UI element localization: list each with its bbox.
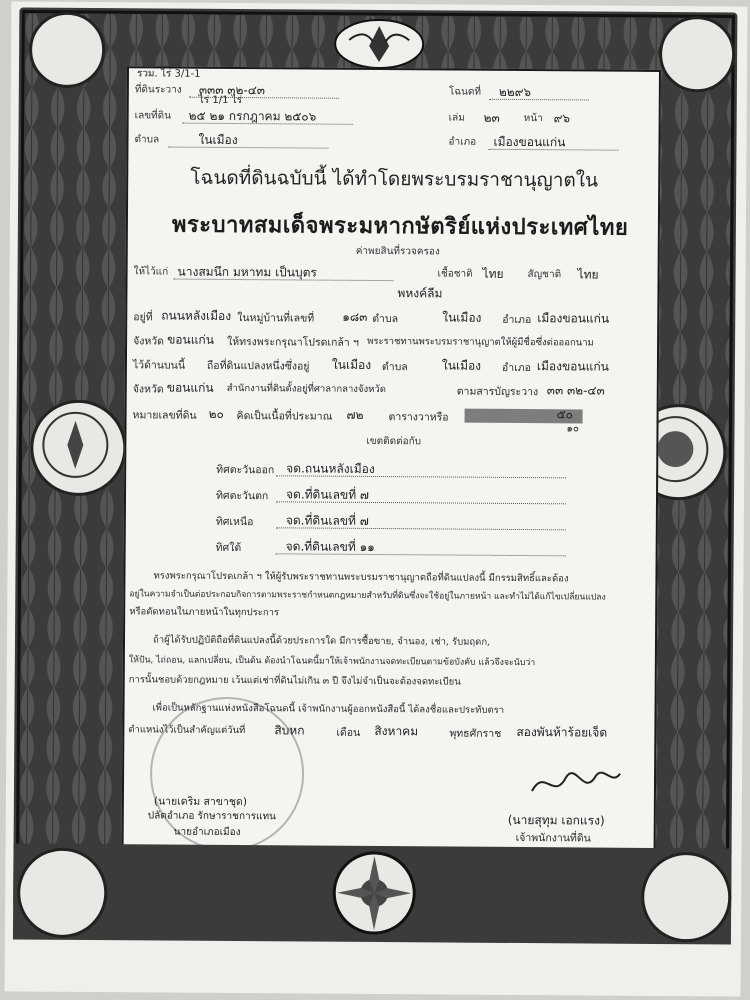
address-road: ถนนหลังเมือง: [161, 308, 232, 323]
royal-grant-text-2: พระราชทานพระบรมราชานุญาตให้ผู้มีชื่อซึ่งต่อออกนาม: [367, 335, 594, 349]
issue-year: สองพันห้าร้อยเจ็ด: [516, 724, 608, 740]
ornamental-border: [13, 7, 737, 912]
land-map-sub: ไร่ 1/1 ไร่: [198, 94, 243, 107]
land-district-label: อำเภอ: [501, 361, 531, 375]
address-label: อยู่ที่: [133, 311, 153, 324]
nationality-label: สัญชาติ: [527, 269, 562, 281]
map-index-value: ๓๓ ๓๒-๔๓: [546, 383, 605, 398]
clause-1-line-3: หรือตัดทอนในภายหน้าในทุกประการ: [129, 606, 280, 619]
deity-seal-icon: [33, 403, 118, 488]
royal-grant-text: ให้ทรงพระกรุณาโปรดเกล้า ฯ: [227, 335, 359, 349]
deed-royal-heading: พระบาทสมเด็จพระมหากษัตริย์แห่งประเทศไทย: [171, 211, 629, 241]
deed-number-label: โฉนดที่: [448, 86, 481, 98]
land-province: ขอนแก่น: [166, 380, 214, 395]
boundary-header: เขตติดต่อกับ: [366, 435, 422, 448]
area-fraction: ๑๐: [566, 423, 579, 435]
boundary-west-value: จด.ที่ดินเลขที่ ๗: [285, 487, 370, 502]
deed-heading: โฉนดที่ดินฉบับนี้ ได้ทำโดยพระบรมราชานุญาตใน: [190, 166, 599, 192]
boundary-south-label: ทิศใต้: [215, 541, 242, 555]
clause-2-line-1: ถ้าผู้ได้รับปฏิบัติถือที่ดินแปลงนี้ด้วยประการใด มีการซื้อขาย, จำนอง, เช่า, รับมฤดก,: [152, 634, 491, 648]
bottom-ornament-band: [13, 843, 732, 944]
clause-1-line-1: ทรงพระกรุณาโปรดเกล้า ฯ ให้ผู้รับพระราชทานพระบรมราชานุญาตถือที่ดินแปลงนี้ มีกรรมสิทธิ์และต้อง: [153, 570, 569, 585]
parcel-number-label: หมายเลขที่ดิน: [132, 409, 197, 422]
price-label: ค่าพยสินที่รวจครอง: [355, 245, 440, 258]
page-label: หน้า: [523, 113, 543, 125]
land-subdistrict-label: ตำบล: [381, 361, 408, 374]
garuda-emblem-icon: [329, 16, 429, 73]
issue-date-label: ตำแหน่งไว้เป็นสำคัญแต่วันที่: [128, 724, 246, 737]
nationality-value: ไทย: [577, 267, 599, 282]
corner-medallion-top-right: [659, 16, 736, 93]
district-value: เมืองขอนแก่น: [493, 134, 566, 150]
boundary-west-label: ทิศตะวันตก: [215, 489, 269, 503]
title-deed-document: [5, 1, 748, 996]
land-number-value: ๒๕ ๒๑ กรกฎาคม ๒๕๐๖: [188, 108, 317, 124]
officer-name: (นายสุทุม เอกแรง): [507, 812, 605, 828]
subdistrict-value: ในเมือง: [198, 132, 238, 148]
subdistrict-label: ตำบล: [134, 134, 160, 146]
stamp-title: ปลัดอำเภอ รักษาราชการแทน: [147, 810, 276, 823]
bottom-seal-right: [641, 852, 732, 943]
boundary-east-label: ทิศตะวันออก: [216, 463, 275, 477]
map-index-label: ตามสารบัญระวาง: [456, 385, 539, 399]
land-subdistrict: ในเมือง: [441, 358, 482, 373]
land-office-text: สำนักงานที่ดินตั้งอยู่ที่ศาลากลางจังหวัด: [226, 382, 386, 396]
boundary-east-value: จด.ถนนหลังเมือง: [286, 461, 375, 476]
issue-month: สิงหาคม: [374, 723, 419, 739]
address-district-label: อำเภอ: [502, 313, 532, 327]
address-house-label: ในหมู่บ้านที่เลขที่: [237, 312, 315, 325]
land-number-label: เลขที่ดิน: [134, 110, 172, 122]
address-house-number: ๑๘๓: [342, 309, 368, 324]
clause-2-line-3: การนั้นชอบด้วยกฎหมาย เว้นแต่เช่าที่ดินไม่เกิน ๓ ปี จึงไม่จำเป็นจะต้องจดทะเบียน: [128, 674, 461, 688]
land-location-text: ไว้ด้านบนนี้: [132, 359, 186, 372]
race-label: เชื้อชาติ: [437, 268, 473, 280]
area-label: คิดเป็นเนื้อที่ประมาณ: [236, 410, 333, 423]
area-value-2: ๕๐: [556, 407, 574, 422]
parcel-number: ๒๐: [208, 406, 224, 421]
issue-month-label: เดือน: [336, 726, 361, 739]
area-unit: ตารางวาหรือ: [388, 411, 449, 424]
address-district: เมืองขอนแก่น: [537, 311, 610, 326]
officer-title: เจ้าพนักงานที่ดิน: [515, 831, 591, 845]
boundary-south-value: จด.ที่ดินเลขที่ ๑๑: [285, 539, 375, 554]
area-value: ๗๒: [346, 407, 364, 422]
owner-mark: พหงค์ลีม: [397, 286, 443, 301]
race-value: ไทย: [482, 266, 504, 281]
province-value: ขอนแก่น: [167, 332, 214, 347]
grant-label: ให้ไว้แก่: [133, 266, 169, 278]
clause-2-line-2: ให้ปัน, ไถ่ถอน, แลกเปลี่ยน, เป็นต้น ต้องนำโฉนดนี้มาให้เจ้าพนักงานจดทะเบียนตามข้อบังคับ แล้วจึงจะนับว่า: [128, 655, 536, 669]
clause-3-line-1: เพื่อเป็นหลักฐานแห่งหนังสือโฉนดนี้ เจ้าพนักงานผู้ออกหนังสือนี้ ได้ลงชื่อและประทับตรา: [152, 702, 505, 716]
volume-value: ๒๓: [483, 110, 500, 125]
grantee-name: นางสมนึก มหาทม เป็นบุตร: [177, 264, 317, 280]
district-label: อำเภอ: [448, 136, 477, 148]
official-signature-icon: [524, 761, 624, 806]
issue-year-label: พุทธศักราช: [449, 727, 502, 740]
bottom-seal-left: [17, 848, 108, 939]
land-location-text-2: ถือที่ดินแปลงหนึ่งซึ่งอยู่: [206, 359, 310, 373]
land-district: เมืองขอนแก่น: [536, 359, 609, 374]
corner-medallion-top-left: [29, 12, 106, 89]
top-note: รวม. ไร่ 3/1-1: [136, 68, 201, 80]
province-label: จังหวัด: [133, 335, 165, 348]
deed-text-panel: [122, 66, 661, 856]
address-subdistrict: ในเมือง: [442, 310, 482, 325]
page-value: ๙๖: [553, 111, 571, 126]
land-map-label: ที่ดินระวาง: [134, 84, 182, 96]
boundary-north-value: จด.ที่ดินเลขที่ ๗: [285, 513, 369, 528]
deed-number-value: ๒๒๙๖: [498, 84, 532, 100]
land-map-value: ๓๓๓ ๓๒-๔๓: [198, 82, 266, 98]
stamp-name: (นายเดริม สาขาชุด): [153, 795, 247, 809]
volume-label: เล่ม: [448, 112, 465, 124]
boundary-north-label: ทิศเหนือ: [215, 515, 254, 529]
lotus-medallion-icon: [331, 850, 418, 937]
address-subdistrict-label: ตำบล: [372, 312, 399, 326]
land-province-label: จังหวัด: [132, 383, 164, 396]
stamp-office: นายอำเภอเมือง: [173, 826, 241, 839]
side-seal-left: [30, 400, 127, 497]
land-village: ในเมือง: [331, 357, 372, 372]
clause-1-line-2: อยู่ในความจำเป็นต่อประกอบกิจการตามพระราชกำหนดกฎหมายสำหรับที่ดินซึ่งจะใช้อยู่ในภายหน้า และทำไม่ได้แก้ไขเปลี่ยนแปลง: [129, 589, 606, 603]
issue-day: สิบหก: [274, 723, 305, 738]
